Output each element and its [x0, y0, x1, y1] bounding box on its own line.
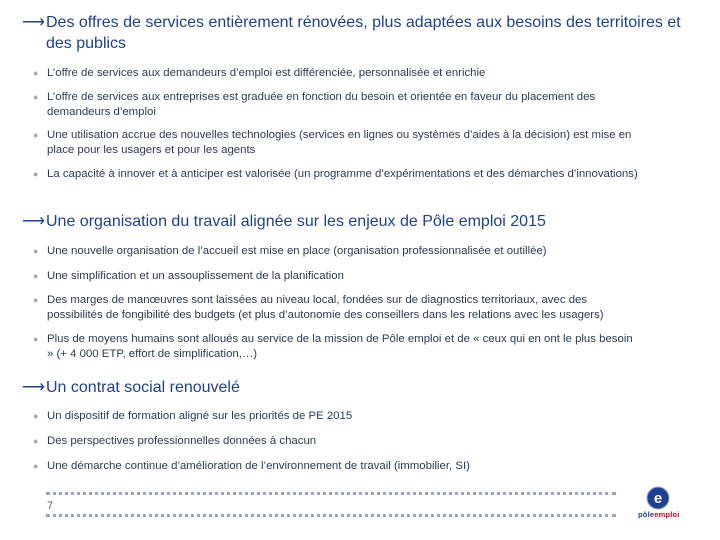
- logo-text-accent: emploi: [654, 510, 680, 519]
- page-number: 7: [47, 500, 54, 512]
- bullet-icon: ●: [33, 130, 39, 140]
- section-organisation: [22, 211, 702, 232]
- bullet-icon: ●: [33, 295, 39, 305]
- section-heading: [22, 211, 702, 232]
- bullet-text: Une démarche continue d’amélioration de l’environnement de travail (immobilier, SI): [47, 460, 470, 472]
- bullet-icon: ●: [33, 411, 39, 421]
- list-item: [33, 167, 641, 182]
- logo-wordmark: [638, 510, 680, 519]
- bullet-text: Des marges de manœuvres sont laissées au niveau local, fondées sur de diagnostics territoriaux, avec des possibilités de fongibilité des budgets (et plus d’autonomie des conseillers dans les relations avec les usagers): [47, 294, 604, 321]
- bullet-text: La capacité à innover et à anticiper est valorisée (un programme d’expérimentations et des démarches d’innovations): [47, 168, 638, 180]
- bullet-text: Plus de moyens humains sont alloués au service de la mission de Pôle emploi et de « ceux qui en ont le plus besoin » (+ 4 000 ETP, effort de simplification,…): [47, 333, 633, 360]
- heading-text: Des offres de services entièrement rénovées, plus adaptées aux besoins des territoires et des publics: [46, 14, 681, 52]
- list-item: [33, 293, 641, 322]
- section-offres: [22, 12, 702, 54]
- bullet-text: Une utilisation accrue des nouvelles technologies (services en lignes ou systèmes d’aides à la décision) est mise en place pour les usagers et pour les agents: [47, 129, 632, 156]
- bullet-text: Un dispositif de formation aligné sur les priorités de PE 2015: [47, 410, 353, 422]
- svg-text:e: e: [653, 490, 663, 507]
- bullet-icon: ●: [33, 246, 39, 256]
- section-heading: [22, 377, 702, 398]
- bullet-icon: ●: [33, 461, 39, 471]
- bullet-icon: ●: [33, 334, 39, 344]
- bullet-text: Une simplification et un assouplissement de la planification: [47, 270, 344, 282]
- footer-divider-bottom: [46, 514, 616, 517]
- heading-text: Une organisation du travail alignée sur les enjeux de Pôle emploi 2015: [46, 213, 546, 230]
- bullet-icon: ●: [33, 92, 39, 102]
- arrow-right-icon: ⟶: [22, 14, 45, 31]
- arrow-right-icon: ⟶: [22, 213, 45, 230]
- bullet-text: L’offre de services aux demandeurs d’emploi est différenciée, personnalisée et enrichie: [47, 67, 486, 79]
- list-item: [33, 332, 641, 361]
- footer-divider-top: [46, 492, 616, 495]
- bullet-text: Des perspectives professionnelles données à chacun: [47, 435, 317, 447]
- list-item: [33, 459, 641, 474]
- list-item: [33, 244, 641, 259]
- bullet-icon: ●: [33, 68, 39, 78]
- bullet-text: Une nouvelle organisation de l’accueil est mise en place (organisation professionnalisée et outillée): [47, 245, 547, 257]
- list-item: [33, 409, 641, 424]
- section-contrat: [22, 377, 702, 398]
- heading-text: Un contrat social renouvelé: [46, 379, 240, 396]
- bullet-text: L’offre de services aux entreprises est graduée en fonction du besoin et orientée en faveur du placement des demandeurs d’emploi: [47, 91, 596, 118]
- list-item: [33, 434, 641, 449]
- bullet-icon: ●: [33, 436, 39, 446]
- logo-text-main: pôle: [638, 510, 655, 519]
- arrow-right-icon: ⟶: [22, 379, 45, 396]
- bullet-icon: ●: [33, 271, 39, 281]
- list-item: [33, 66, 641, 81]
- list-item: [33, 269, 641, 284]
- list-item: [33, 128, 641, 157]
- section-heading: [22, 12, 702, 54]
- bullet-icon: ●: [33, 169, 39, 179]
- list-item: [33, 90, 641, 119]
